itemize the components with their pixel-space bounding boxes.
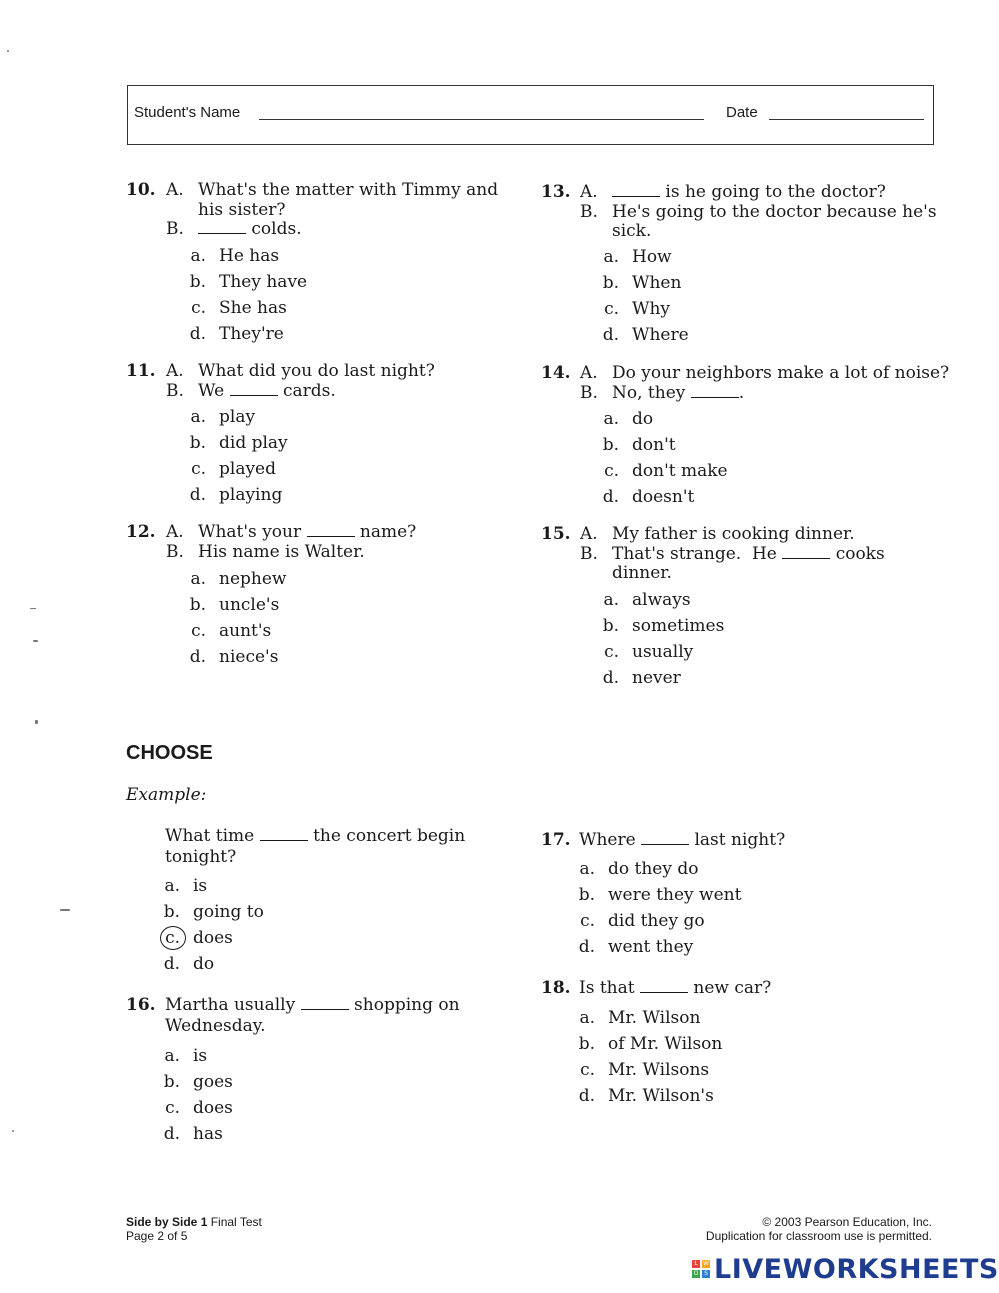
speaker-b: B.	[166, 541, 184, 562]
prompt-cont: Wednesday.	[165, 1016, 266, 1036]
example-label: Example:	[126, 785, 207, 805]
answer-blank[interactable]	[307, 524, 355, 537]
question-number: 16.	[126, 995, 156, 1015]
copyright-text: © 2003 Pearson Education, Inc.	[762, 1215, 932, 1229]
scan-speck	[30, 608, 36, 609]
student-info-box	[127, 85, 934, 145]
question-number: 17.	[541, 830, 571, 850]
question-number: 14.	[541, 363, 571, 383]
speaker-a: A.	[166, 522, 184, 542]
scan-speck	[33, 640, 38, 642]
student-name-label: Student's Name	[134, 104, 241, 121]
question-number: 18.	[541, 978, 571, 998]
prompt-b-cont: sick.	[612, 221, 652, 241]
prompt-b: colds.	[251, 219, 302, 239]
speaker-a: A.	[580, 182, 598, 202]
book-title: Side by Side 1	[126, 1215, 208, 1229]
page-number: Page 2 of 5	[126, 1229, 188, 1243]
question-number: 12.	[126, 522, 156, 542]
prompt-a-cont: his sister?	[198, 199, 286, 220]
permission-text: Duplication for classroom use is permitted.	[705, 1229, 932, 1243]
answer-blank[interactable]	[301, 997, 349, 1010]
example-question: What time the concert begin tonight? a. is b. going to c. does d. do	[165, 826, 495, 868]
question-number: 13.	[541, 182, 571, 202]
answer-blank[interactable]	[691, 385, 739, 398]
speaker-a: A.	[166, 180, 184, 200]
scan-speck	[7, 50, 9, 52]
speaker-a: A.	[580, 363, 598, 383]
speaker-a: A.	[166, 361, 184, 381]
speaker-b: B.	[580, 201, 598, 222]
answer-blank[interactable]	[640, 980, 688, 993]
prompt-a: Do your neighbors make a lot of noise?	[612, 363, 950, 383]
answer-blank	[260, 828, 308, 841]
answer-blank[interactable]	[782, 546, 830, 559]
scan-speck	[60, 909, 70, 911]
prompt-a: My father is cooking dinner.	[612, 524, 855, 544]
answer-blank[interactable]	[198, 221, 246, 234]
prompt-b: He's going to the doctor because he's	[612, 201, 937, 222]
prompt-b: His name is Walter.	[198, 541, 365, 562]
date-label: Date	[726, 104, 758, 121]
question-number: 10.	[126, 180, 156, 200]
speaker-b: B.	[166, 380, 184, 401]
scan-speck	[35, 720, 38, 724]
prompt-b-cont: dinner.	[612, 563, 672, 583]
footer-book-info	[126, 1215, 262, 1243]
section-title: CHOOSE	[126, 742, 213, 764]
question-number: 15.	[541, 524, 571, 544]
scan-speck	[12, 1130, 14, 1132]
speaker-b: B.	[580, 382, 598, 403]
brand-name: LIVEWORKSHEETS	[714, 1253, 999, 1285]
prompt-cont: tonight?	[165, 847, 237, 867]
footer-copyright	[706, 1215, 932, 1243]
logo-tiles-icon: L W O S	[693, 1260, 709, 1277]
answer-blank[interactable]	[612, 184, 660, 197]
prompt-a: What did you do last night?	[198, 361, 435, 381]
prompt-a: What's the matter with Timmy and	[198, 180, 499, 200]
speaker-b: B.	[580, 543, 598, 564]
speaker-b: B.	[166, 219, 184, 239]
speaker-a: A.	[580, 524, 598, 544]
answer-blank[interactable]	[641, 832, 689, 845]
question-number: 11.	[126, 361, 156, 381]
date-line[interactable]	[769, 119, 924, 120]
test-name: Final Test	[207, 1215, 262, 1229]
student-name-line[interactable]	[259, 119, 704, 120]
answer-blank[interactable]	[230, 383, 278, 396]
liveworksheets-logo[interactable]	[692, 1253, 999, 1285]
